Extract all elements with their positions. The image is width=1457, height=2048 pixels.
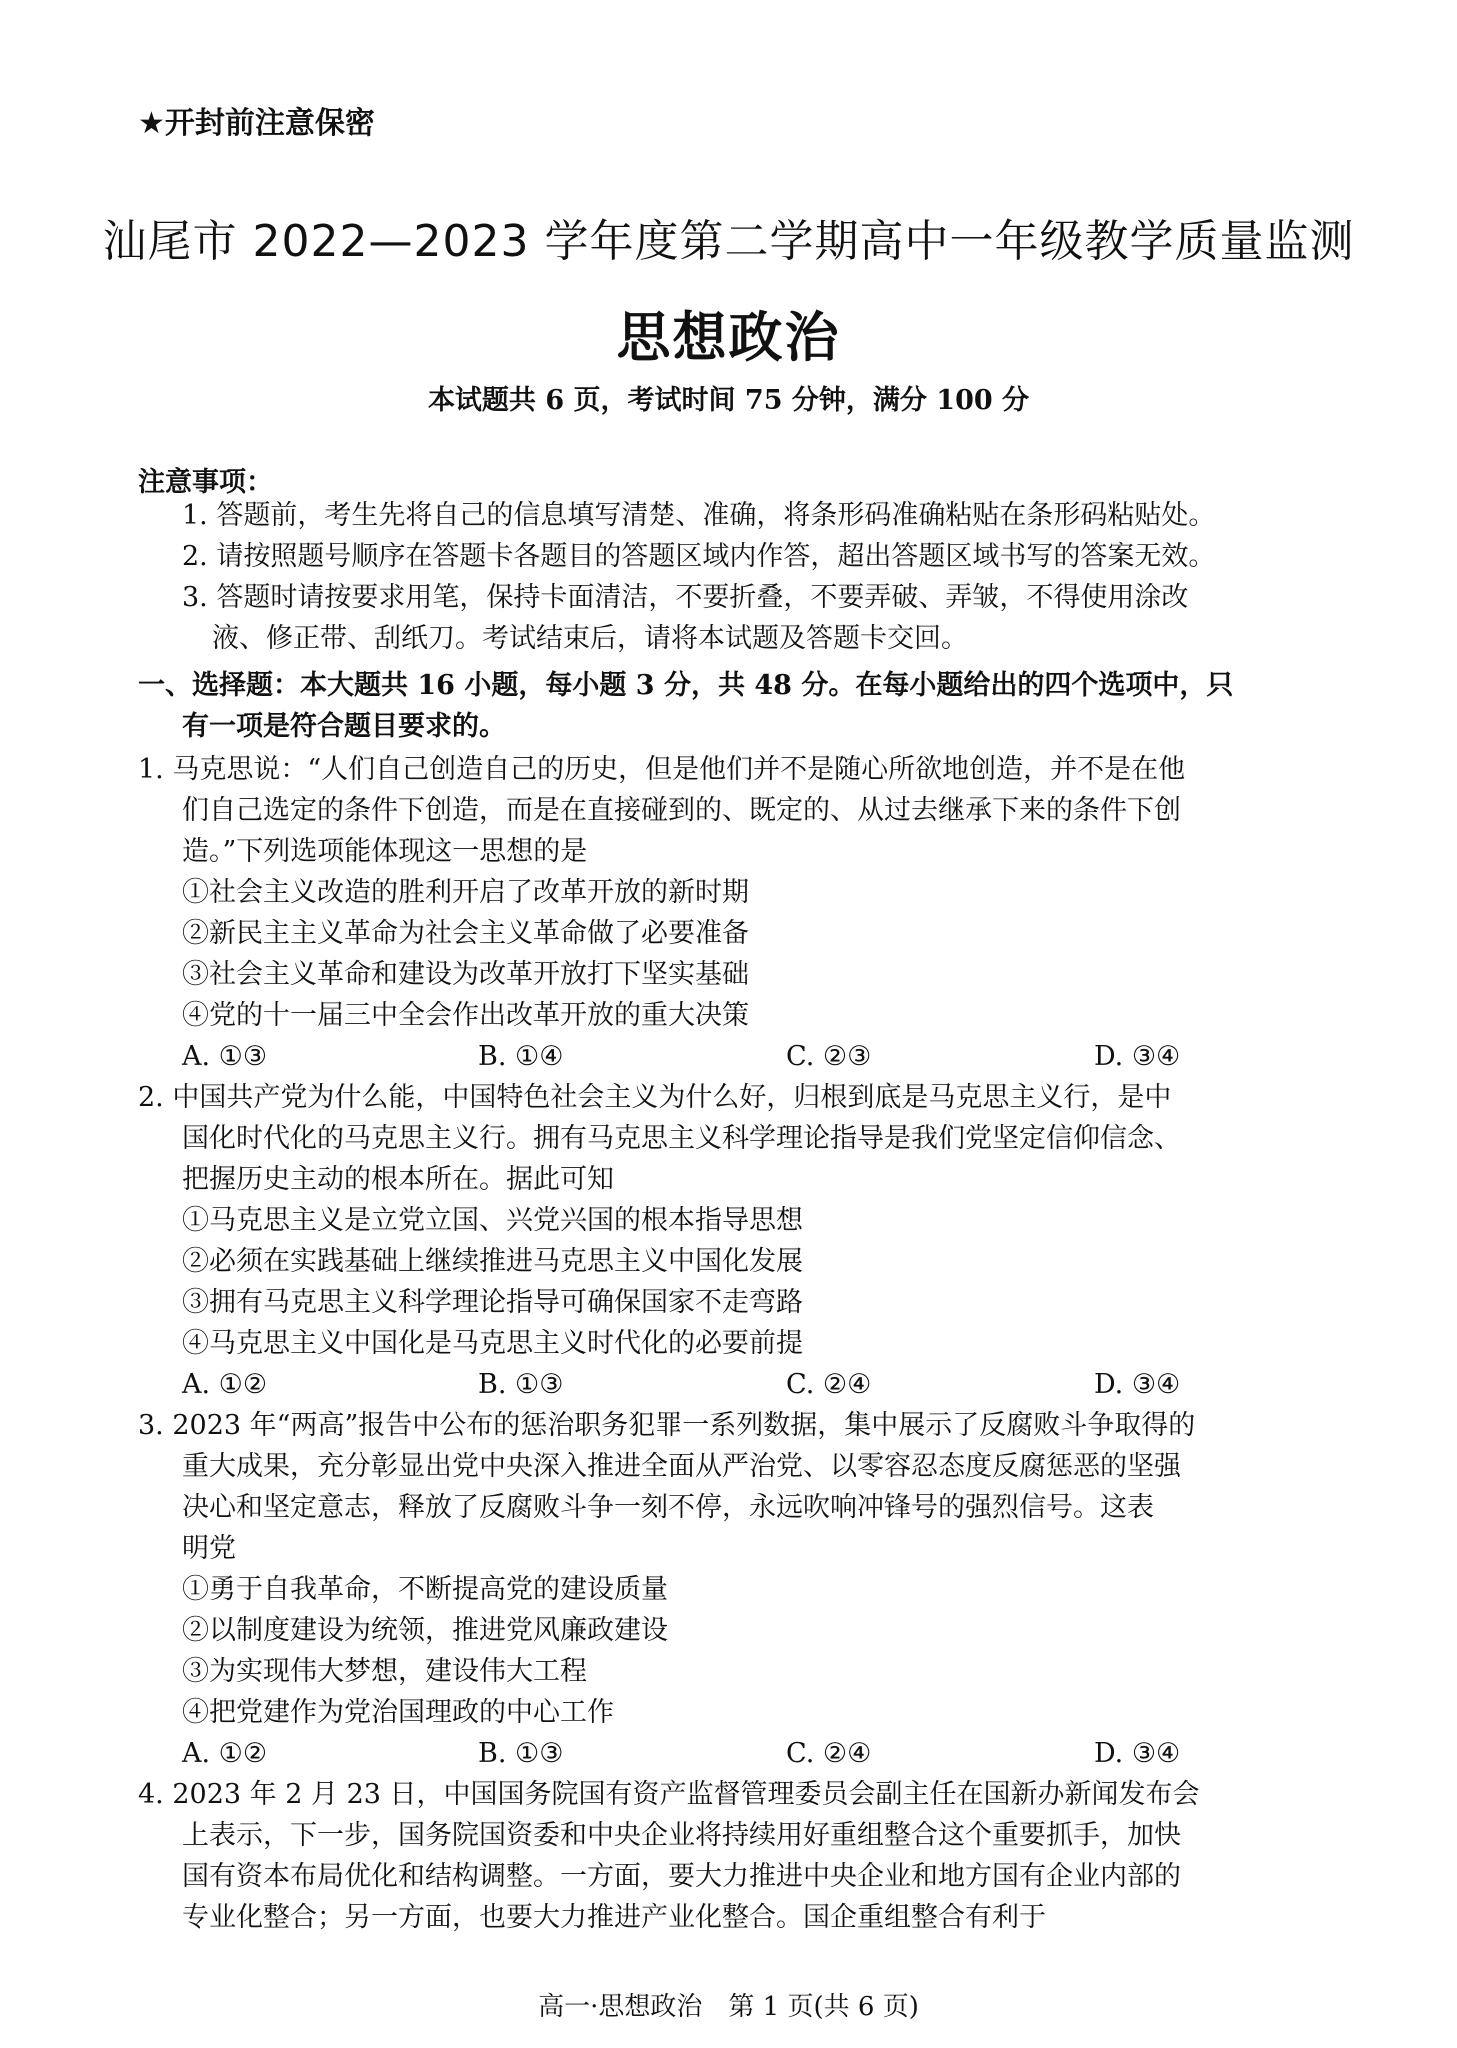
option-a: A. ①② [182,1738,268,1769]
option-c: C. ②④ [786,1369,872,1400]
question-2-options [182,1367,1232,1403]
question-1-statement: ①社会主义改造的胜利开启了改革开放的新时期 [182,877,749,908]
note-item: 3. 答题时请按要求用笔，保持卡面清洁，不要折叠，不要弄破、弄皱，不得使用涂改 [182,582,1189,613]
option-b: B. ①③ [478,1369,564,1400]
question-2-stem: 国化时代化的马克思主义行。拥有马克思主义科学理论指导是我们党坚定信仰信念、 [182,1123,1181,1154]
question-1-options [182,1039,1232,1075]
notes-heading: 注意事项： [138,467,273,498]
note-item: 2. 请按照题号顺序在答题卡各题目的答题区域内作答，超出答题区域书写的答案无效。 [182,541,1216,572]
question-2-stem: 2. 中国共产党为什么能，中国特色社会主义为什么好，归根到底是马克思主义行，是中 [138,1082,1172,1113]
question-1-statement: ③社会主义革命和建设为改革开放打下坚实基础 [182,959,749,990]
question-4-stem: 专业化整合；另一方面，也要大力推进产业化整合。国企重组整合有利于 [182,1902,1046,1933]
question-1-stem: 们自己选定的条件下创造，而是在直接碰到的、既定的、从过去继承下来的条件下创 [182,795,1181,826]
option-a: A. ①③ [182,1041,268,1072]
option-d: D. ③④ [1094,1738,1181,1769]
option-a: A. ①② [182,1369,268,1400]
question-2-statement: ①马克思主义是立党立国、兴党兴国的根本指导思想 [182,1205,803,1236]
question-2-statement: ②必须在实践基础上继续推进马克思主义中国化发展 [182,1246,803,1277]
question-4-stem: 上表示，下一步，国务院国资委和中央企业将持续用好重组整合这个重要抓手，加快 [182,1820,1181,1851]
confidential-notice: ★开封前注意保密 [138,106,375,141]
page-footer: 高一·思想政治 第 1 页(共 6 页) [538,1992,919,2022]
question-1-stem: 造。”下列选项能体现这一思想的是 [182,836,588,867]
question-2-statement: ④马克思主义中国化是马克思主义时代化的必要前提 [182,1328,803,1359]
question-3-options [182,1736,1232,1772]
question-2-statement: ③拥有马克思主义科学理论指导可确保国家不走弯路 [182,1287,803,1318]
exam-info: 本试题共 6 页，考试时间 75 分钟，满分 100 分 [427,385,1030,416]
question-3-statement: ①勇于自我革命，不断提高党的建设质量 [182,1574,668,1605]
note-item: 1. 答题前，考生先将自己的信息填写清楚、准确，将条形码准确粘贴在条形码粘贴处。 [182,500,1216,531]
option-d: D. ③④ [1094,1041,1181,1072]
option-d: D. ③④ [1094,1369,1181,1400]
question-3-stem: 重大成果，充分彰显出党中央深入推进全面从严治党、以零容忍态度反腐惩恶的坚强 [182,1451,1181,1482]
question-3-statement: ②以制度建设为统领，推进党风廉政建设 [182,1615,668,1646]
question-2-stem: 把握历史主动的根本所在。据此可知 [182,1164,614,1195]
question-3-stem: 3. 2023 年“两高”报告中公布的惩治职务犯罪一系列数据，集中展示了反腐败斗争取得的 [138,1410,1196,1441]
question-3-stem: 明党 [182,1533,236,1564]
question-4-stem: 国有资本布局优化和结构调整。一方面，要大力推进中央企业和地方国有企业内部的 [182,1861,1181,1892]
question-1-statement: ②新民主主义革命为社会主义革命做了必要准备 [182,918,749,949]
option-c: C. ②③ [786,1041,872,1072]
option-b: B. ①③ [478,1738,564,1769]
option-b: B. ①④ [478,1041,564,1072]
exam-title: 汕尾市 2022—2023 学年度第二学期高中一年级教学质量监测 [102,216,1355,267]
question-3-stem: 决心和坚定意志，释放了反腐败斗争一刻不停，永远吹响冲锋号的强烈信号。这表 [182,1492,1154,1523]
section-heading-cont: 有一项是符合题目要求的。 [182,711,506,742]
note-item: 液、修正带、刮纸刀。考试结束后，请将本试题及答题卡交回。 [212,623,968,654]
question-3-statement: ④把党建作为党治国理政的中心工作 [182,1697,614,1728]
section-heading: 一、选择题：本大题共 16 小题，每小题 3 分，共 48 分。在每小题给出的四个选项中，只 [138,670,1234,701]
option-c: C. ②④ [786,1738,872,1769]
question-1-statement: ④党的十一届三中全会作出改革开放的重大决策 [182,1000,749,1031]
question-1-stem: 1. 马克思说：“人们自己创造自己的历史，但是他们并不是随心所欲地创造，并不是在他 [138,754,1186,785]
subject-title: 思想政治 [616,305,841,369]
question-4-stem: 4. 2023 年 2 月 23 日，中国国务院国有资产监督管理委员会副主任在国新办新闻发布会 [138,1779,1200,1810]
question-3-statement: ③为实现伟大梦想，建设伟大工程 [182,1656,587,1687]
